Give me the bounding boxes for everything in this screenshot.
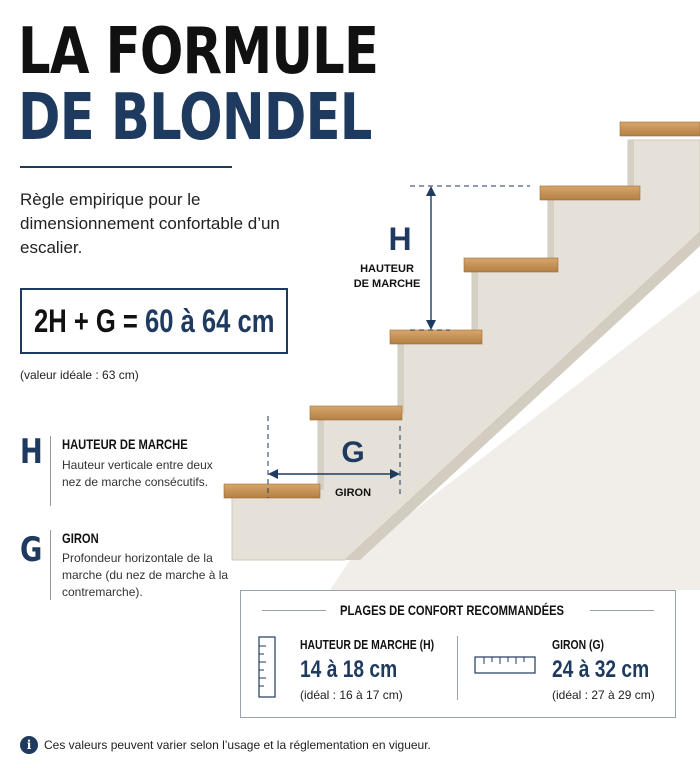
formula-note: (valeur idéale : 63 cm) (20, 368, 139, 382)
diagram-g-letter: G (341, 436, 365, 469)
def-g-title: GIRON (62, 530, 99, 546)
ruler-horizontal-icon (474, 656, 536, 674)
tread (310, 406, 402, 420)
formula-value: 60 à 64 cm (144, 303, 275, 339)
comfort-height-label: HAUTEUR DE MARCHE (H) (300, 637, 435, 652)
comfort-divider (457, 636, 458, 700)
tread (540, 186, 640, 200)
footer-note: Ces valeurs peuvent varier selon l’usage et la réglementation en vigueur. (44, 738, 431, 752)
diagram-h-letter: H (388, 221, 412, 257)
riser-shade (318, 414, 324, 490)
g-arrow-head-left (268, 469, 278, 479)
comfort-giron-ideal: (idéal : 27 à 29 cm) (552, 688, 655, 702)
comfort-title-rule-left (262, 610, 326, 611)
diagram-g-label: GIRON (334, 487, 372, 499)
def-h-text: Hauteur verticale entre deux nez de marche consécutifs. (62, 458, 213, 489)
def-h-letter: H (20, 432, 43, 472)
tread (464, 258, 558, 272)
def-g-text: Profondeur horizontale de la marche (du nez de marche à la contremarche). (62, 551, 229, 599)
diagram-h-label-2: DE MARCHE (353, 278, 421, 290)
comfort-giron-range: 24 à 32 cm (552, 656, 650, 683)
h-arrow-head-top (426, 186, 436, 196)
intro-text: Règle empirique pour le dimensionnement confortable d’un escalier. (20, 190, 280, 257)
def-g-letter: G (20, 530, 43, 570)
def-h-title: HAUTEUR DE MARCHE (62, 436, 188, 452)
formula-left: 2H + G = (34, 303, 145, 339)
riser-shade (472, 262, 478, 336)
h-arrow-head-bottom (426, 320, 436, 330)
riser-shade (628, 140, 634, 186)
title-line-2: DE BLONDEL (18, 81, 372, 155)
tread (224, 484, 320, 498)
tread (390, 330, 482, 344)
riser-shade (398, 336, 404, 414)
comfort-height-range: 14 à 18 cm (300, 656, 398, 683)
comfort-height-ideal: (idéal : 16 à 17 cm) (300, 688, 403, 702)
diagram-h-label-1: HAUTEUR (360, 263, 414, 275)
title-line-1: LA FORMULE (18, 15, 379, 89)
comfort-title: PLAGES DE CONFORT RECOMMANDÉES (340, 602, 565, 618)
info-icon: i (20, 736, 38, 754)
comfort-giron-label: GIRON (G) (552, 637, 604, 652)
ruler-vertical-icon (258, 636, 276, 698)
tread (620, 122, 700, 136)
